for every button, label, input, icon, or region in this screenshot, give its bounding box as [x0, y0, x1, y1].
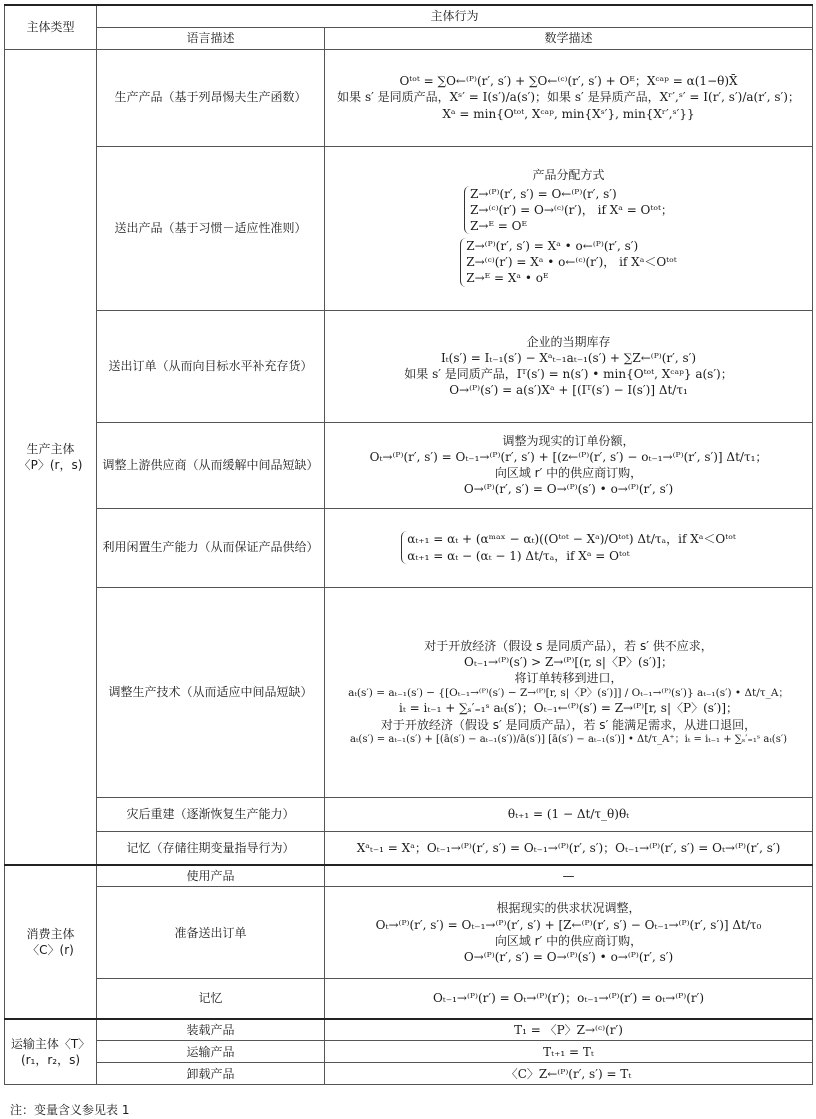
behavior-adjust-technology: 调整生产技术（从而适应中间品短缺）: [97, 587, 325, 797]
math-line: 根据现实的供求状况调整，: [496, 901, 641, 916]
behavior-adjust-suppliers: 调整上游供应商（从而缓解中间品短缺）: [97, 422, 325, 508]
math-line: 对于开放经济（假设 s 是同质产品），若 s′ 供不应求，: [424, 638, 713, 653]
math-adjust-suppliers: [325, 422, 813, 508]
math-line: 产品分配方式: [532, 168, 605, 183]
behavior-load: 装载产品: [97, 1019, 325, 1041]
math-line: iₜ = iₜ₋₁ + ∑ₛ′₌₁ˢ aₜ(s′)；Oₜ₋₁←⁽ᴾ⁾(s′) = Z→⁽ᴾ⁾[r, s|〈P〉(s′)]；: [399, 701, 739, 716]
math-line: Tₜ₊₁ = Tₜ: [543, 1044, 594, 1059]
behavior-transport: 运输产品: [97, 1041, 325, 1063]
math-line: 对于开放经济（假设 s′ 是同质产品），若 s′ 能满足需求，从进口退回，: [380, 717, 757, 732]
math-line: Oₜ₋₁→⁽ᴾ⁾(s′) > Z→⁽ᴾ⁾[(r, s|〈P〉(s′)]；: [464, 654, 673, 669]
behavior-use-idle-capacity: 利用闲置生产能力（从而保证产品供给）: [97, 508, 325, 587]
math-line: Xᵃ = min{Oᵗᵒᵗ, Xᶜᵃᵖ, min{Xˢ′}, min{Xʳ′,ˢ′}}: [442, 106, 695, 121]
math-use-products: [325, 865, 813, 887]
math-line: 如果 s′ 是同质产品，Iᵀ(s′) = n(s′) • min{Oᵗᵒᵗ, Xᶜᵃᵖ} a(s′)；: [404, 367, 733, 381]
math-line: aₜ(s′) = aₜ₋₁(s′) − {[Oₜ₋₁→⁽ᴾ⁾(s′) − Z→⁽ᴾ⁾[r, s|〈P〉(s′)]] / Oₜ₋₁→⁽ᴾ⁾(s′)} aₜ₋₁(s′) • Δt/τ_A；: [348, 687, 789, 700]
math-line: Z→⁽ᴾ⁾(r′, s′) = O←⁽ᴾ⁾(r′, s′): [470, 186, 617, 201]
math-line: O→⁽ᴾ⁾(r′, s′) = O→⁽ᴾ⁾(s′) • o→⁽ᴾ⁾(r′, s′): [463, 482, 674, 497]
case-brace-1: [464, 186, 673, 235]
math-line: Z→ᴱ = Xᵃ • oᴱ: [466, 271, 549, 286]
transport-type-name: 运输主体〈T〉: [10, 1036, 91, 1051]
consumer-type-notation: 〈C〉(r): [27, 942, 74, 957]
math-line: 将订单转移到进口，: [514, 671, 623, 686]
consumer-type-cell: [5, 865, 97, 1019]
math-line: Z→⁽ᶜ⁾(r′) = O→⁽ᶜ⁾(r′)， if Xᵃ = Oᵗᵒᵗ；: [470, 202, 673, 217]
math-line: 调整为现实的订单份额，: [502, 433, 635, 448]
math-line: Iₜ(s′) = Iₜ₋₁(s′) − Xᵃₜ₋₁aₜ₋₁(s′) + ∑Z←⁽ᴾ⁾(r′, s′): [440, 350, 697, 365]
behavior-unload: 卸载产品: [97, 1063, 325, 1085]
math-line: T₁ = 〈P〉Z→⁽ᶜ⁾(r′): [514, 1022, 623, 1037]
math-line: Oₜ→⁽ᴾ⁾(r′, s′) = Oₜ₋₁→⁽ᴾ⁾(r′, s′) + [(z←⁽ᴾ⁾(r′, s′) − oₜ₋₁→⁽ᴾ⁾(r′, s′)] Δt/τ₁；: [369, 449, 768, 464]
math-line: aₜ(s′) = aₜ₋₁(s′) + [(ā(s′) − aₜ₋₁(s′))/ā(s′)] [ā(s′) − aₜ₋₁(s′)] • Δt/τ_A⁺；iₜ = iₜ₋₁ + ∑ₛ′₌₁ˢ aₜ(s′): [349, 733, 788, 745]
math-transport: [325, 1041, 813, 1063]
header-language-desc: 语言描述: [97, 27, 325, 49]
math-line: Xᵃₜ₋₁ = Xᵃ；Oₜ₋₁→⁽ᴾ⁾(r′, s′) = Oₜ₋₁→⁽ᴾ⁾(r′, s′)；Oₜ₋₁→⁽ᴾ⁾(r′, s′) = Oₜ→⁽ᴾ⁾(r′, s′): [356, 840, 781, 855]
behavior-memory: 记忆（存储往期变量指导行为）: [97, 831, 325, 865]
math-line: O→⁽ᴾ⁾(r′, s′) = O→⁽ᴾ⁾(s′) • o→⁽ᴾ⁾(r′, s′): [463, 949, 674, 964]
math-line: Z→ᴱ = Oᴱ: [470, 218, 528, 233]
math-line: Z→⁽ᴾ⁾(r′, s′) = Xᵃ • o←⁽ᴾ⁾(r′, s′): [466, 239, 639, 254]
math-line: —: [562, 869, 575, 883]
behavior-consumer-memory: 记忆: [97, 979, 325, 1019]
behavior-send-orders: 送出订单（从而向目标水平补充存货）: [97, 310, 325, 422]
math-ship-products: [325, 146, 813, 310]
behavior-ship-products: 送出产品（基于习惯－适应性准则）: [97, 146, 325, 310]
math-line: αₜ₊₁ = αₜ + (αᵐᵃˣ − αₜ)((Oᵗᵒᵗ − Xᵃ)/Oᵗᵒᵗ) Δt/τₐ，if Xᵃ＜Oᵗᵒᵗ: [407, 532, 736, 547]
math-unload: [325, 1063, 813, 1085]
producer-type-notation: 〈P〉(r，s): [18, 457, 83, 472]
behavior-produce: 生产产品（基于列昂惕夫生产函数）: [97, 49, 325, 146]
behavior-prepare-orders: 准备送出订单: [97, 887, 325, 979]
math-line: 向区域 r′ 中的供应商订购，: [494, 466, 643, 480]
math-line: O→⁽ᴾ⁾(s′) = a(s′)Xᵃ + [(Iᵀ(s′) − I(s′)] Δt/τ₁: [449, 383, 688, 398]
header-subject-behavior: 主体行为: [97, 5, 813, 27]
table-note: 注：变量含义参见表 1: [10, 1103, 130, 1117]
math-line: Z→⁽ᶜ⁾(r′) = Xᵃ • o←⁽ᶜ⁾(r′)， if Xᵃ＜Oᵗᵒᵗ: [466, 255, 677, 270]
math-rebuild: [325, 797, 813, 831]
producer-type-cell: [5, 49, 97, 865]
math-line: αₜ₊₁ = αₜ − (αₜ − 1) Δt/τₐ，if Xᵃ = Oᵗᵒᵗ: [407, 548, 630, 563]
case-brace-alpha: [401, 531, 736, 563]
math-line: 如果 s′ 是同质产品，Xˢ′ = I(s′)/a(s′)；如果 s′ 是异质产品，Xʳ′,ˢ′ = I(r′, s′)/a(r′, s′)；: [337, 90, 800, 105]
math-memory: [325, 831, 813, 865]
math-consumer-memory: [325, 979, 813, 1019]
math-prepare-orders: [325, 887, 813, 979]
math-line: 向区域 r′ 中的供应商订购，: [494, 933, 643, 948]
math-send-orders: [325, 310, 813, 422]
math-line: Oₜ→⁽ᴾ⁾(r′, s′) = Oₜ₋₁→⁽ᴾ⁾(r′, s′) + [Z←⁽ᴾ⁾(r′, s′) − Oₜ₋₁→⁽ᴾ⁾(r′, s′)] Δt/τ₀: [375, 917, 762, 932]
math-adjust-technology: [325, 587, 813, 797]
math-line: Oₜ₋₁→⁽ᴾ⁾(r′) = Oₜ→⁽ᴾ⁾(r′)；oₜ₋₁→⁽ᴾ⁾(r′) = oₜ→⁽ᴾ⁾(r′): [432, 991, 705, 1006]
producer-type-name: 生产主体: [26, 441, 75, 456]
math-line: 企业的当期库存: [526, 334, 611, 349]
agent-behavior-table: [4, 4, 813, 1085]
math-produce: [325, 49, 813, 146]
math-line: 〈C〉Z←⁽ᴾ⁾(r′, s′) = Tₜ: [505, 1066, 632, 1081]
math-line: θₜ₊₁ = (1 − Δt/τ_θ)θₜ: [507, 806, 630, 821]
transport-type-notation: (r₁，r₂，s): [20, 1052, 81, 1067]
consumer-type-name: 消费主体: [26, 926, 75, 941]
behavior-rebuild: 灾后重建（逐渐恢复生产能力）: [97, 797, 325, 831]
case-brace-2: [460, 238, 676, 287]
math-use-idle-capacity: [325, 508, 813, 587]
transport-type-cell: [5, 1019, 97, 1085]
header-math-desc: 数学描述: [325, 27, 813, 49]
math-line: Oᵗᵒᵗ = ∑O←⁽ᴾ⁾(r′, s′) + ∑O←⁽ᶜ⁾(r′, s′) + Oᴱ；Xᶜᵃᵖ = α(1−θ)X̄: [399, 74, 738, 89]
math-load: [325, 1019, 813, 1041]
header-subject-type: 主体类型: [5, 5, 97, 49]
behavior-use-products: 使用产品: [97, 865, 325, 887]
